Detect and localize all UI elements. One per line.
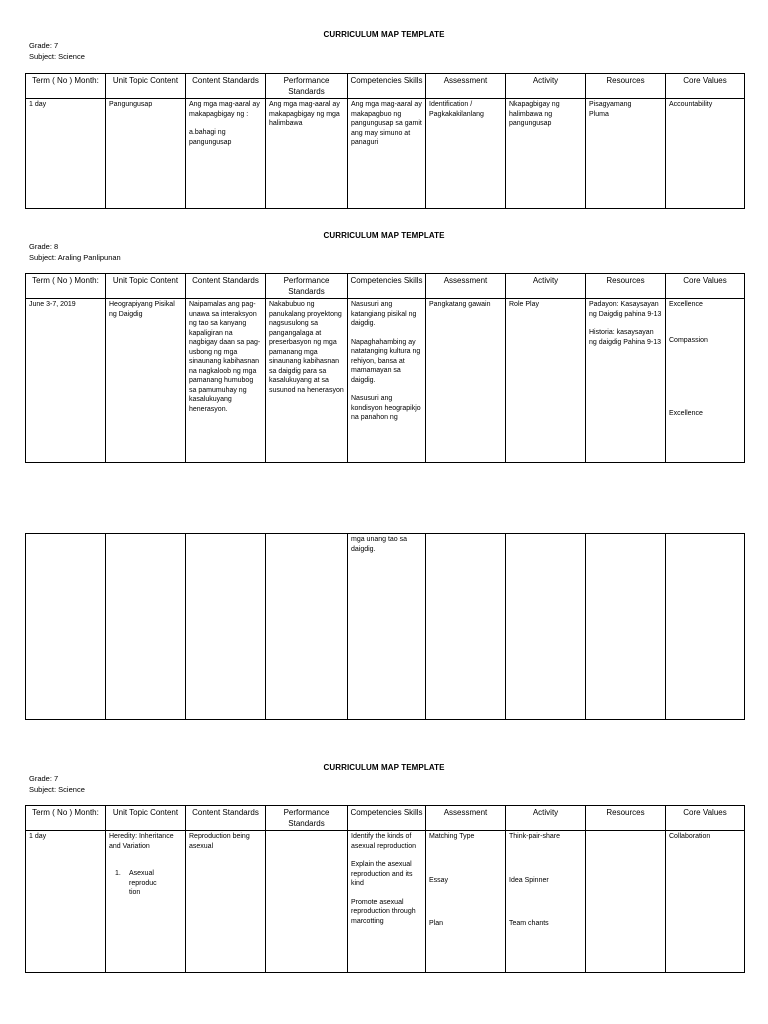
header-content: Content Standards <box>186 274 266 299</box>
resource-line: Padayon: Kasaysayan ng Daigdig pahina 9-13 <box>589 301 662 318</box>
map2-meta <box>29 241 121 263</box>
cell-competencies <box>348 831 426 973</box>
header-unit: Unit Topic Content <box>106 806 186 831</box>
activity-line: Team chants <box>509 920 549 927</box>
cell-unit: Pangungusap <box>106 99 186 209</box>
cell-content <box>186 99 266 209</box>
map1-subject: Subject: Science <box>29 52 85 61</box>
cell-performance: Ang mga mag-aaral ay makapagbigay ng mga halimbawa <box>266 99 348 209</box>
cell-performance: Nakabubuo ng panukalang proyektong nagsusulong sa pangangalaga at preserbasyon ng mga pamanang mga sinaunang kabihasnan sa daigdig para sa kasalukuyang at sa susunod na henerasyon <box>266 299 348 463</box>
value-line: Excellence <box>669 410 703 417</box>
header-resources: Resources <box>586 74 666 99</box>
header-resources: Resources <box>586 274 666 299</box>
cell-values: Collaboration <box>666 831 745 973</box>
cell-resources <box>586 831 666 973</box>
resource-line: Pisagyamang <box>589 101 632 108</box>
assessment-line: Matching Type <box>429 833 475 840</box>
activity-line: Think-pair-share <box>509 833 560 840</box>
cell-term: 1 day <box>26 99 106 209</box>
header-unit: Unit Topic Content <box>106 74 186 99</box>
header-performance: Performance Standards <box>266 74 348 99</box>
content-text: Ang mga mag-aaral ay makapagbigay ng : <box>189 101 260 118</box>
list-text: Asexual reproduction <box>129 870 157 896</box>
cell-resources <box>586 534 666 720</box>
header-competencies: Competencies Skills <box>348 74 426 99</box>
header-unit: Unit Topic Content <box>106 274 186 299</box>
map2-header-row <box>26 274 745 299</box>
map3-header-row <box>26 806 745 831</box>
map1-meta <box>29 40 85 62</box>
header-performance: Performance Standards <box>266 274 348 299</box>
cell-values <box>666 299 745 463</box>
cell-term <box>26 534 106 720</box>
header-term: Term ( No ) Month: <box>26 274 106 299</box>
header-assessment: Assessment <box>426 274 506 299</box>
cell-activity <box>506 534 586 720</box>
cell-unit <box>106 831 186 973</box>
competency-line: Nasusuri ang kondisyon heograpikjo na panahon ng <box>351 395 421 421</box>
header-activity: Activity <box>506 806 586 831</box>
competency-line: Nasusuri ang katangiang pisikal ng daigdig. <box>351 301 417 327</box>
unit-list-item <box>109 869 182 898</box>
cell-activity: Nkapagbigay ng halimbawa ng pangungusap <box>506 99 586 209</box>
unit-topic: Heredity: Inheritance and Variation <box>109 833 174 850</box>
cell-assessment <box>426 534 506 720</box>
cell-unit <box>106 534 186 720</box>
cell-content: Reproduction being asexual <box>186 831 266 973</box>
header-term: Term ( No ) Month: <box>26 74 106 99</box>
map3-meta <box>29 773 85 795</box>
header-competencies: Competencies Skills <box>348 274 426 299</box>
competency-line: Napaghahambing ay natatanging kultura ng rehiyon, bansa at mamamayan sa daigdig. <box>351 338 421 384</box>
map3-grade: Grade: 7 <box>29 774 59 783</box>
header-content: Content Standards <box>186 74 266 99</box>
table-row <box>26 831 745 973</box>
cell-competencies: mga unang tao sa daigdig. <box>348 534 426 720</box>
value-line: Compassion <box>669 336 708 344</box>
value-line: Excellence <box>669 301 703 308</box>
cell-activity <box>506 831 586 973</box>
cell-assessment <box>426 831 506 973</box>
header-term: Term ( No ) Month: <box>26 806 106 831</box>
assessment-line: Plan <box>429 920 444 927</box>
activity-line: Idea Spinner <box>509 876 549 884</box>
cell-term: June 3-7, 2019 <box>26 299 106 463</box>
list-number: 1. <box>115 870 121 877</box>
competency-line: Promote asexual reproduction through marcotting <box>351 898 416 925</box>
table-row <box>26 299 745 463</box>
cell-resources <box>586 299 666 463</box>
assessment-line: Essay <box>429 876 449 884</box>
cell-competencies <box>348 299 426 463</box>
map2-grade: Grade: 8 <box>29 242 59 251</box>
map1-grade: Grade: 7 <box>29 41 59 50</box>
map2-table <box>25 273 745 463</box>
map3-title: CURRICULUM MAP TEMPLATE <box>323 763 445 772</box>
header-assessment: Assessment <box>426 74 506 99</box>
cell-performance <box>266 831 348 973</box>
cell-values <box>666 534 745 720</box>
cell-content: Naipamalas ang pag-unawa sa interaksyon ng tao sa kanyang kapaligiran na nagbigay daan sa pag-usbong ng mga sinaunang kabihasnan na nagkaloob ng mga pamanang humubog sa pamumuhay ng kasalukuyang henerasyon. <box>186 299 266 463</box>
header-content: Content Standards <box>186 806 266 831</box>
map2-continued-table <box>25 533 745 720</box>
header-activity: Activity <box>506 274 586 299</box>
cell-competencies: Ang mga mag-aaral ay makapagbuo ng pangungusap sa gamit ang may simuno at panaguri <box>348 99 426 209</box>
content-item: a.bahagi ng pangungusap <box>189 129 232 146</box>
cell-values: Accountability <box>666 99 745 209</box>
header-values: Core Values <box>666 806 745 831</box>
cell-term: 1 day <box>26 831 106 973</box>
competency-line: Identify the kinds of asexual reproduction <box>351 833 416 850</box>
cell-unit: Heograpiyang Pisikal ng Daigdig <box>106 299 186 463</box>
header-activity: Activity <box>506 74 586 99</box>
header-performance: Performance Standards <box>266 806 348 831</box>
map2-title: CURRICULUM MAP TEMPLATE <box>323 231 445 240</box>
map3-table <box>25 805 745 973</box>
table-row <box>26 99 745 209</box>
map1-header-row <box>26 74 745 99</box>
cell-performance <box>266 534 348 720</box>
map1-table <box>25 73 745 209</box>
header-competencies: Competencies Skills <box>348 806 426 831</box>
cell-content <box>186 534 266 720</box>
map3-subject: Subject: Science <box>29 785 85 794</box>
header-resources: Resources <box>586 806 666 831</box>
cell-assessment: Identification / Pagkakakilanlang <box>426 99 506 209</box>
cell-assessment: Pangkatang gawain <box>426 299 506 463</box>
header-values: Core Values <box>666 274 745 299</box>
competency-line: Explain the asexual reproduction and its kind <box>351 861 413 887</box>
table-row <box>26 534 745 720</box>
resource-line: Historia: kasaysayan ng daigdig Pahina 9-13 <box>589 329 662 346</box>
cell-activity: Role Play <box>506 299 586 463</box>
header-assessment: Assessment <box>426 806 506 831</box>
resource-line: Pluma <box>589 110 609 118</box>
map2-subject: Subject: Araling Panlipunan <box>29 253 121 262</box>
cell-resources <box>586 99 666 209</box>
map1-title: CURRICULUM MAP TEMPLATE <box>323 30 445 39</box>
header-values: Core Values <box>666 74 745 99</box>
